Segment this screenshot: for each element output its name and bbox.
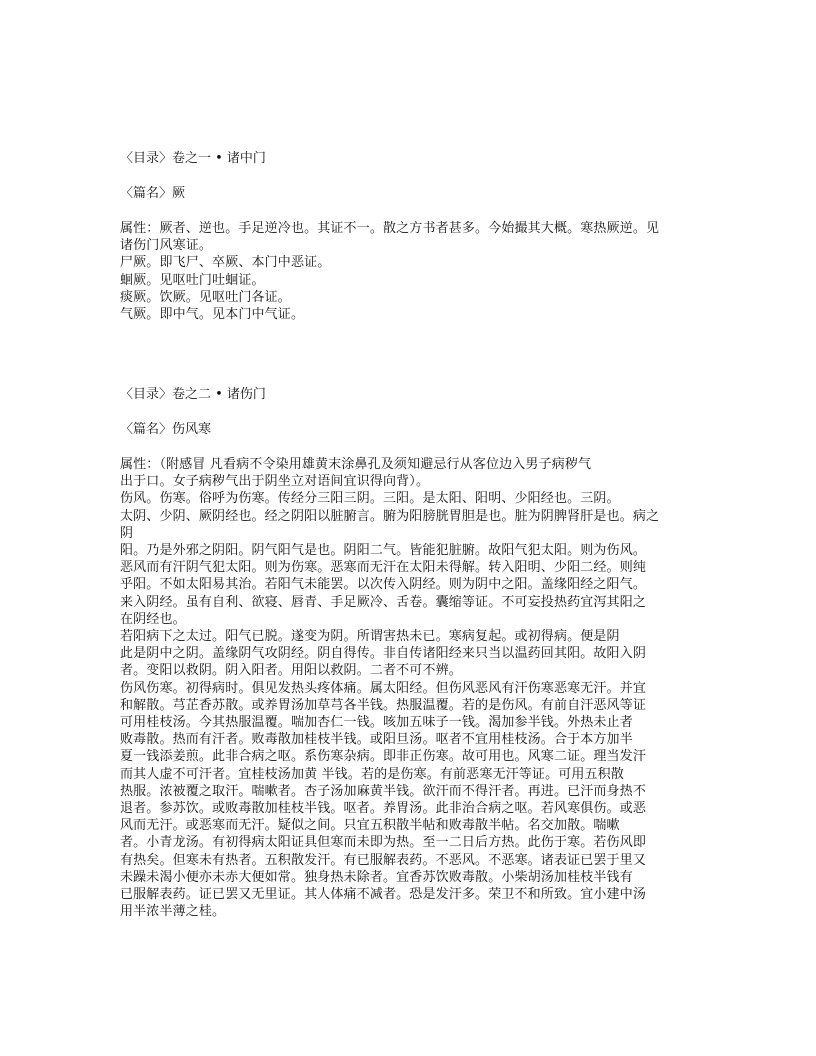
text-line: 用半浓半薄之桂。 xyxy=(120,904,226,920)
text-line: 退者。参苏饮。或败毒散加桂枝半钱。呕者。养胃汤。此非治合病之呕。若风寒俱伤。或恶 xyxy=(120,801,647,817)
text-line: 热服。浓被覆之取汗。喘嗽者。杏子汤加麻黄半钱。欲汗而不得汗者。再进。已汗而身热不 xyxy=(120,783,647,799)
text-line: 属性：厥者、逆也。手足逆冷也。其证不一。散之方书者甚多。今始撮其大概。寒热厥逆。见 xyxy=(120,221,660,236)
text-line: 此是阴中之阴。盖缘阴气攻阴经。阴自得传。非自传诸阳经来只当以温药回其阳。故阳入阴 xyxy=(120,646,647,662)
catalog-heading: 〈目录〉卷之二 • 诸伤门 xyxy=(120,387,266,402)
text-line: 若阳病下之太过。阳气已脱。遂变为阴。所谓害热未已。寒病复起。或初得病。便是阴 xyxy=(120,629,620,645)
text-line: 尸厥。即飞尸、卒厥、本门中恶证。 xyxy=(120,255,331,271)
section-body xyxy=(120,456,710,920)
text-line: 出于口。女子病秽气出于阴坐立对语间宜识得向背）。 xyxy=(120,474,430,490)
text-line: 恶风而有汗阴气犯太阳。则为伤寒。恶寒而无汗在太阳未得解。转入阳明、少阳二经。则纯 xyxy=(120,560,647,576)
text-line: 败毒散。热而有汗者。败毒散加桂枝半钱。或阳旦汤。呕者不宜用桂枝汤。合于本方加半 xyxy=(120,732,633,748)
text-line: 阳。乃是外邪之阴阳。阴气阳气是也。阴阳二气。皆能犯脏腑。故阳气犯太阳。则为伤风。 xyxy=(120,543,647,559)
text-line: 者。小青龙汤。有初得病太阳证具但寒而未即为热。至一二日后方热。此伤于寒。若伤风即 xyxy=(120,835,647,851)
text-line: 伤风。伤寒。俗呼为伤寒。传经分三阳三阴。三阳。是太阳、阳明、少阳经也。三阴。 xyxy=(120,491,620,507)
text-line: 伤风伤寒。初得病时。俱见发热头疼体痛。属太阳经。但伤风恶风有汗伤寒恶寒无汗。并宜 xyxy=(120,680,647,696)
text-line: 未躁未渴小便亦未赤大便如常。独身热未除者。宜香苏饮败毒散。小柴胡汤加桂枝半钱有 xyxy=(120,869,633,885)
text-line: 和解散。芎芷香苏散。或养胃汤加草芎各半钱。热服温覆。若的是伤风。有前自汗恶风等证 xyxy=(120,697,647,713)
text-line: 而其人虚不可汗者。宜桂枝汤加黄 半钱。若的是伤寒。有前恶寒无汗等证。可用五积散 xyxy=(120,766,624,782)
text-line: 来入阴经。虽有自利、欲寝、唇青、手足厥冷、舌卷。囊缩等证。不可妄投热药宜泻其阳之 xyxy=(120,594,647,610)
text-line: 可用桂枝汤。今其热服温覆。喘加杏仁一钱。咳加五味子一钱。渴加参半钱。外热未止者 xyxy=(120,715,633,731)
text-line: 者。变阳以救阴。阴入阳者。用阳以救阴。二者不可不辨。 xyxy=(120,663,462,679)
text-line: 痰厥。饮厥。见呕吐门各证。 xyxy=(120,289,291,305)
text-line: 已服解表药。证已罢又无里证。其人体痛不减者。恐是发汗多。荣卫不和所致。宜小建中汤 xyxy=(120,887,647,903)
text-line: 乎阳。不如太阳易其治。若阳气未能罢。以次传入阴经。则为阴中之阳。盖缘阳经之阳气。 xyxy=(120,577,647,593)
text-line: 气厥。即中气。见本门中气证。 xyxy=(120,307,305,323)
text-line: 太阴、少阴、厥阴经也。经之阴阳以脏腑言。腑为阳膀胱胃胆是也。脏为阴脾肾肝是也。病之 xyxy=(120,508,660,524)
text-line: 阴 xyxy=(120,525,134,541)
chapter-title: 〈篇名〉伤风寒 xyxy=(120,422,212,437)
text-line: 诸伤门风寒证。 xyxy=(120,238,213,254)
text-line: 属性：（附感冒 凡看病不令染用雄黄末涂鼻孔及须知避忌行从客位边入男子病秽气 xyxy=(120,457,592,472)
section-1 xyxy=(120,150,710,323)
catalog-heading: 〈目录〉卷之一 • 诸中门 xyxy=(120,151,266,166)
text-line: 风而无汗。或恶寒而无汗。疑似之间。只宜五积散半帖和败毒散半帖。名交加散。喘嗽 xyxy=(120,818,620,834)
chapter-title: 〈篇名〉厥 xyxy=(120,186,186,201)
text-line: 夏一钱添姜煎。此非合病之呕。系伤寒杂病。即非正伤寒。故可用也。风寒二证。理当发汗 xyxy=(120,749,647,765)
section-2 xyxy=(120,386,710,920)
text-line: 在阴经也。 xyxy=(120,611,186,627)
section-body xyxy=(120,220,710,323)
text-line: 有热矣。但寒未有热者。五积散发汗。有已服解表药。不恶风。不恶寒。诸表证已罢于里又 xyxy=(120,852,647,868)
text-line: 蛔厥。见呕吐门吐蛔证。 xyxy=(120,272,265,288)
